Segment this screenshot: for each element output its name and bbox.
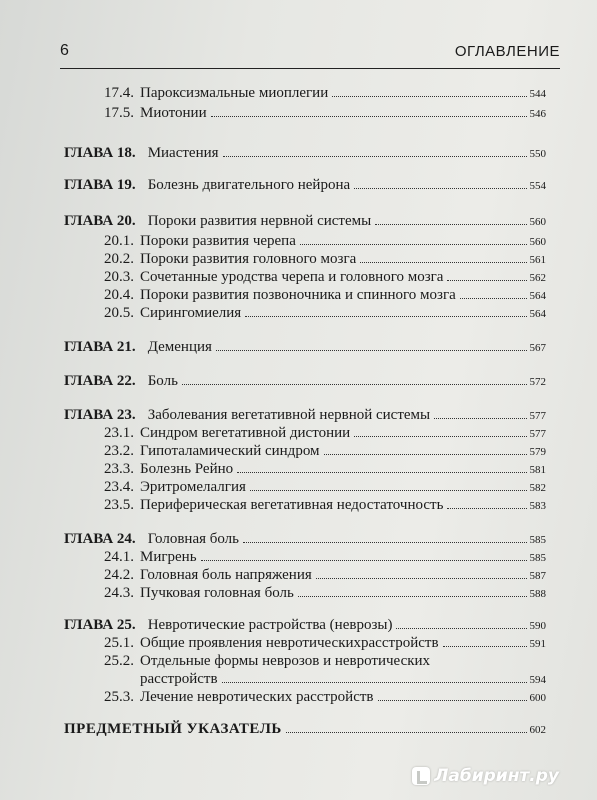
dot-leader: [360, 262, 526, 263]
entry-title: Мигрень: [140, 549, 197, 565]
entry-title: Невротические растройства (неврозы): [147, 617, 393, 633]
dot-leader: [316, 578, 527, 579]
dot-leader: [324, 454, 527, 455]
dot-leader: [286, 732, 527, 733]
chapter-number: ГЛАВА 25.: [64, 617, 136, 633]
dot-leader: [182, 384, 527, 385]
section-number: 24.1.: [104, 549, 134, 565]
section-number: 20.4.: [104, 287, 134, 303]
dot-leader: [201, 560, 527, 561]
dot-leader: [375, 224, 526, 225]
dot-leader: [434, 418, 526, 419]
page-reference: 585: [529, 552, 546, 564]
toc-section-entry: [104, 286, 546, 305]
page-reference: 561: [529, 254, 546, 266]
page-reference: 577: [529, 410, 546, 422]
chapter-number: ГЛАВА 24.: [64, 531, 136, 547]
dot-leader: [237, 472, 526, 473]
page-reference: 564: [529, 290, 546, 302]
watermark: [412, 766, 559, 786]
toc-chapter-entry: [64, 144, 546, 163]
page-reference: 602: [529, 724, 546, 736]
toc-section-entry: [104, 478, 546, 497]
page-reference: 554: [529, 180, 546, 192]
entry-title: Деменция: [147, 339, 212, 355]
page-reference: 591: [529, 638, 546, 650]
page-reference: 594: [529, 674, 546, 686]
entry-title: Синдром вегетативной дистонии: [140, 425, 351, 441]
section-number: 25.3.: [104, 689, 134, 705]
section-number: 20.3.: [104, 269, 134, 285]
toc-section-entry: [104, 104, 546, 123]
toc-section-entry: [104, 460, 546, 479]
section-number: 25.1.: [104, 635, 134, 651]
section-number: 23.2.: [104, 443, 134, 459]
entry-title: Общие проявления невротическихрасстройств: [140, 635, 439, 651]
entry-title: Боль: [147, 373, 178, 389]
toc-section-entry: [104, 250, 546, 269]
entry-title: Эритромелалгия: [140, 479, 246, 495]
labirint-logo-icon: [412, 767, 430, 785]
dot-leader: [396, 628, 526, 629]
page-reference: 587: [529, 570, 546, 582]
dot-leader: [300, 244, 527, 245]
page-reference: 546: [529, 108, 546, 120]
dot-leader: [223, 156, 527, 157]
toc-section-entry: [104, 424, 546, 443]
dot-leader: [447, 280, 526, 281]
toc-section-entry: [104, 232, 546, 251]
section-number: 20.5.: [104, 305, 134, 321]
section-number: 23.5.: [104, 497, 134, 513]
toc-section-entry: [104, 548, 546, 567]
dot-leader: [378, 700, 527, 701]
toc-section-entry: [104, 84, 546, 103]
chapter-number: ГЛАВА 23.: [64, 407, 136, 423]
dot-leader: [250, 490, 527, 491]
toc-section-entry: [104, 304, 546, 323]
section-number: 24.3.: [104, 585, 134, 601]
toc-section-entry: [104, 442, 546, 461]
dot-leader: [332, 96, 526, 97]
entry-title: Пучковая головная боль: [140, 585, 294, 601]
page-reference: 579: [529, 446, 546, 458]
page-reference: 588: [529, 588, 546, 600]
page-reference: 581: [529, 464, 546, 476]
toc-section-entry: [104, 688, 546, 707]
dot-leader: [354, 188, 526, 189]
dot-leader: [298, 596, 527, 597]
section-number: 24.2.: [104, 567, 134, 583]
watermark-text: Лабиринт.ру: [434, 766, 559, 786]
toc-index-entry: [64, 720, 546, 739]
entry-title: Гипоталамический синдром: [140, 443, 320, 459]
dot-leader: [211, 116, 527, 117]
toc-chapter-entry: [64, 338, 546, 357]
running-title: ОГЛАВЛЕНИЕ: [454, 43, 560, 60]
chapter-number: ГЛАВА 19.: [64, 177, 136, 193]
section-number: 17.5.: [104, 105, 134, 121]
entry-title: Лечение невротических расстройств: [140, 689, 374, 705]
page-reference: 585: [529, 534, 546, 546]
page-number: 6: [60, 42, 69, 59]
dot-leader: [222, 682, 527, 683]
dot-leader: [243, 542, 526, 543]
chapter-number: ГЛАВА 22.: [64, 373, 136, 389]
chapter-number: ГЛАВА 18.: [64, 145, 136, 161]
page-reference: 600: [529, 692, 546, 704]
entry-title: Миотонии: [140, 105, 207, 121]
entry-title: Болезнь двигательного нейрона: [147, 177, 351, 193]
page-reference: 544: [529, 88, 546, 100]
toc-chapter-entry: [64, 616, 546, 635]
entry-title: Сирингомиелия: [140, 305, 242, 321]
section-number: 23.4.: [104, 479, 134, 495]
section-number: 25.2.: [104, 653, 134, 669]
entry-title: Головная боль напряжения: [140, 567, 312, 583]
entry-title: Пороки развития нервной системы: [147, 213, 372, 229]
entry-title: ПРЕДМЕТНЫЙ УКАЗАТЕЛЬ: [64, 721, 282, 737]
dot-leader: [447, 508, 526, 509]
entry-title: Сочетанные уродства черепа и головного мозга: [140, 269, 444, 285]
toc-section-entry: [104, 496, 546, 515]
toc-section-entry: [104, 268, 546, 287]
dot-leader: [443, 646, 527, 647]
page-reference: 560: [529, 216, 546, 228]
dot-leader: [216, 350, 527, 351]
page-reference: 564: [529, 308, 546, 320]
entry-title: Миастения: [147, 145, 219, 161]
toc-section-entry: [104, 652, 546, 670]
dot-leader: [245, 316, 526, 317]
section-number: 23.3.: [104, 461, 134, 477]
page-reference: 560: [529, 236, 546, 248]
page-reference: 577: [529, 428, 546, 440]
entry-title: Пароксизмальные миоплегии: [140, 85, 329, 101]
toc-chapter-entry: [64, 212, 546, 231]
toc-chapter-entry: [64, 372, 546, 391]
entry-title: Отдельные формы неврозов и невротических: [140, 653, 431, 669]
dot-leader: [460, 298, 527, 299]
page-reference: 567: [529, 342, 546, 354]
entry-title: Головная боль: [147, 531, 240, 547]
chapter-number: ГЛАВА 21.: [64, 339, 136, 355]
section-number: 20.1.: [104, 233, 134, 249]
toc-chapter-entry: [64, 530, 546, 549]
toc-section-entry: [104, 566, 546, 585]
chapter-number: ГЛАВА 20.: [64, 213, 136, 229]
dot-leader: [354, 436, 526, 437]
section-number: 20.2.: [104, 251, 134, 267]
toc-section-entry: [104, 634, 546, 653]
entry-title: Заболевания вегетативной нервной системы: [147, 407, 431, 423]
entry-title: Пороки развития позвоночника и спинного мозга: [140, 287, 456, 303]
entry-title: Периферическая вегетативная недостаточность: [140, 497, 444, 513]
entry-title: Пороки развития черепа: [140, 233, 296, 249]
toc-section-entry: [104, 584, 546, 603]
page-reference: 582: [529, 482, 546, 494]
page-reference: 590: [529, 620, 546, 632]
toc-chapter-entry: [64, 176, 546, 195]
page-reference: 550: [529, 148, 546, 160]
page-reference: 583: [529, 500, 546, 512]
page-reference: 572: [529, 376, 546, 388]
section-number: 23.1.: [104, 425, 134, 441]
toc-section-entry-continued: [140, 670, 546, 689]
section-number: 17.4.: [104, 85, 134, 101]
entry-title: Болезнь Рейно: [140, 461, 234, 477]
toc-chapter-entry: [64, 406, 546, 425]
page-reference: 562: [529, 272, 546, 284]
entry-title-continued: расстройств: [140, 671, 218, 687]
entry-title: Пороки развития головного мозга: [140, 251, 357, 267]
